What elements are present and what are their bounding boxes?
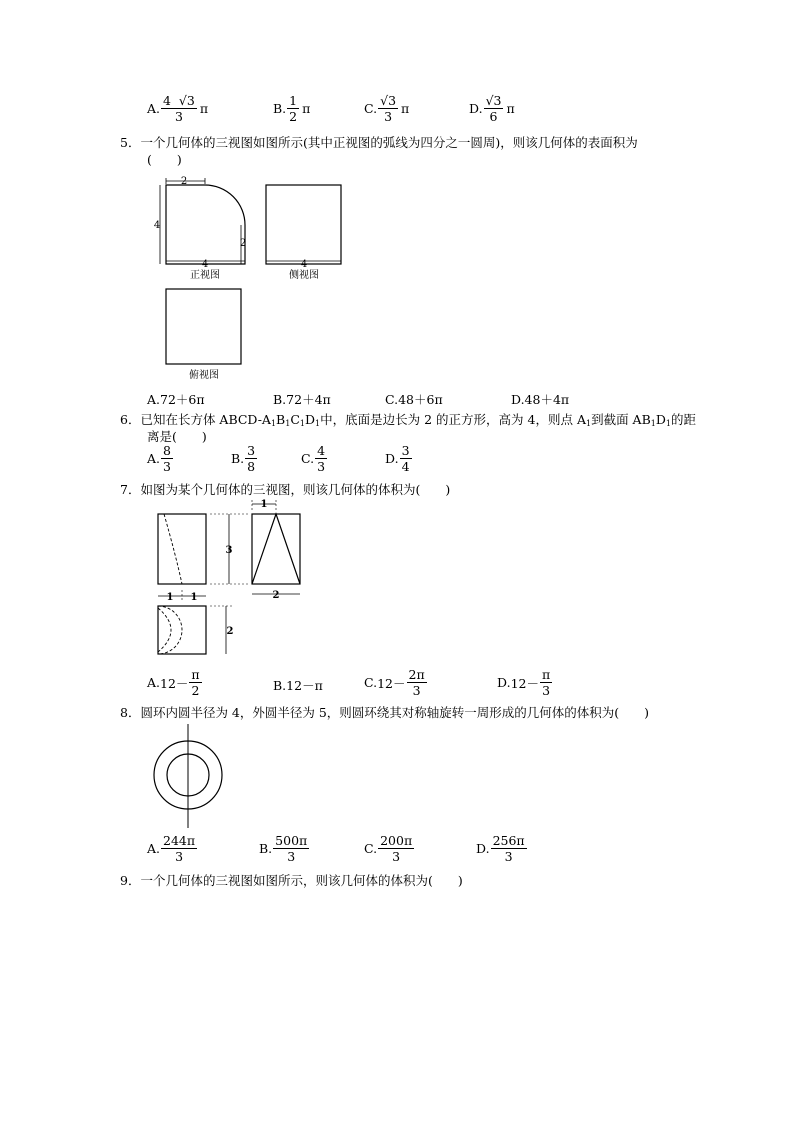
q4-option-b[interactable]: B. $\frac{1}{2}$ π [273, 93, 311, 125]
fraction: $\frac{\pi}{2}$ [191, 667, 200, 699]
option-letter: A. [147, 101, 161, 117]
q5-option-b[interactable]: B.72＋4π [273, 392, 331, 407]
fraction: $\frac{\pi}{3}$ [541, 667, 551, 699]
q6-option-c[interactable]: C. $\frac{4}{3}$ [301, 443, 326, 475]
q8-option-a[interactable]: A. $\frac{244\pi}{3}$ [147, 833, 196, 865]
dim-label: 4 [300, 259, 308, 270]
side-view-triangle [252, 514, 300, 584]
dim-label: 1 [190, 592, 198, 603]
front-view-shape [158, 514, 206, 584]
q8-option-d[interactable]: D. $\frac{256\pi}{3}$ [476, 833, 525, 865]
fraction: $\frac{3}{8}$ [247, 443, 256, 475]
q4-option-a[interactable]: A. $\frac{4 √3}{3}$ π [147, 93, 209, 125]
front-view-label: 正视图 [190, 270, 220, 281]
q7-stem: 7．如图为某个几何体的三视图，则该几何体的体积为( ) [120, 482, 451, 497]
dim-label: 2 [226, 626, 234, 637]
q6-stem-line1: 6．已知在长方体 ABCD-$A_1B_1C_1D_1$中，底面是边长为 2 的正方形，高为 4，则点 $A_1$到截面 $AB_1D_1$的距 [120, 412, 696, 428]
fraction: $\frac{256\pi}{3}$ [492, 833, 525, 865]
top-view-label: 俯视图 [189, 370, 219, 381]
fraction: $\frac{4 √3}{3}$ [163, 93, 195, 125]
fraction: $\frac{1}{2}$ [289, 93, 298, 125]
hidden-edge [164, 514, 182, 584]
top-view-shape [166, 289, 241, 364]
fraction: $\frac{8}{3}$ [163, 443, 171, 475]
q6-stem-line2: 离是( ) [147, 429, 207, 444]
fraction: $\frac{244\pi}{3}$ [163, 833, 196, 865]
q5-option-a[interactable]: A.72＋6π [147, 392, 205, 407]
q5-option-c[interactable]: C.48＋6π [385, 392, 443, 407]
side-view-shape [266, 185, 341, 264]
q7-three-view-figure [150, 496, 310, 662]
q8-stem: 8．圆环内圆半径为 4，外圆半径为 5，则圆环绕其对称轴旋转一周形成的几何体的体积为( ) [120, 705, 650, 720]
dim-label: 4 [153, 220, 161, 231]
dim-label: 2 [272, 590, 280, 601]
q8-ring-figure [148, 722, 232, 832]
fraction: $\frac{2\pi}{3}$ [408, 667, 425, 699]
q5-paren: ( ) [147, 152, 182, 167]
fraction: $\frac{√3}{6}$ [485, 93, 502, 125]
fraction: $\frac{4}{3}$ [317, 443, 326, 475]
dim-label: 3 [225, 545, 233, 556]
side-view-label: 侧视图 [289, 270, 319, 281]
q7-option-b[interactable]: B. 12－π [273, 677, 323, 693]
hidden-arc-inner [158, 608, 171, 652]
front-view-shape [166, 185, 245, 264]
q6-option-b[interactable]: B. $\frac{3}{8}$ [231, 443, 256, 475]
dim-label: 2 [180, 176, 188, 187]
dim-label: 4 [201, 259, 209, 270]
q5-stem: 5．一个几何体的三视图如图所示(其中正视图的弧线为四分之一圆周)，则该几何体的表面积为 [120, 135, 638, 150]
q4-option-d[interactable]: D. $\frac{√3}{6}$ π [469, 93, 515, 125]
q5-three-view-figure [148, 168, 358, 394]
q6-option-d[interactable]: D. $\frac{3}{4}$ [385, 443, 410, 475]
q7-option-c[interactable]: C. 12－ $\frac{2\pi}{3}$ [364, 667, 425, 699]
hidden-arc [158, 606, 182, 654]
dim-label: 2 [239, 238, 247, 249]
side-view-shape [252, 514, 300, 584]
q4-option-c[interactable]: C. $\frac{√3}{3}$ π [364, 93, 410, 125]
fraction: $\frac{200\pi}{3}$ [380, 833, 413, 865]
q6-option-a[interactable]: A. $\frac{8}{3}$ [147, 443, 171, 475]
fraction: $\frac{500\pi}{3}$ [275, 833, 308, 865]
q8-option-c[interactable]: C. $\frac{200\pi}{3}$ [364, 833, 413, 865]
dim-label: 1 [260, 499, 268, 510]
q7-option-d[interactable]: D. 12－ $\frac{\pi}{3}$ [497, 667, 551, 699]
q8-option-b[interactable]: B. $\frac{500\pi}{3}$ [259, 833, 308, 865]
q5-option-d[interactable]: D.48＋4π [511, 392, 570, 407]
dim-label: 1 [166, 592, 174, 603]
fraction: $\frac{√3}{3}$ [380, 93, 397, 125]
q7-option-a[interactable]: A. 12－ $\frac{\pi}{2}$ [147, 667, 200, 699]
q9-stem: 9．一个几何体的三视图如图所示，则该几何体的体积为( ) [120, 873, 463, 888]
fraction: $\frac{3}{4}$ [401, 443, 410, 475]
